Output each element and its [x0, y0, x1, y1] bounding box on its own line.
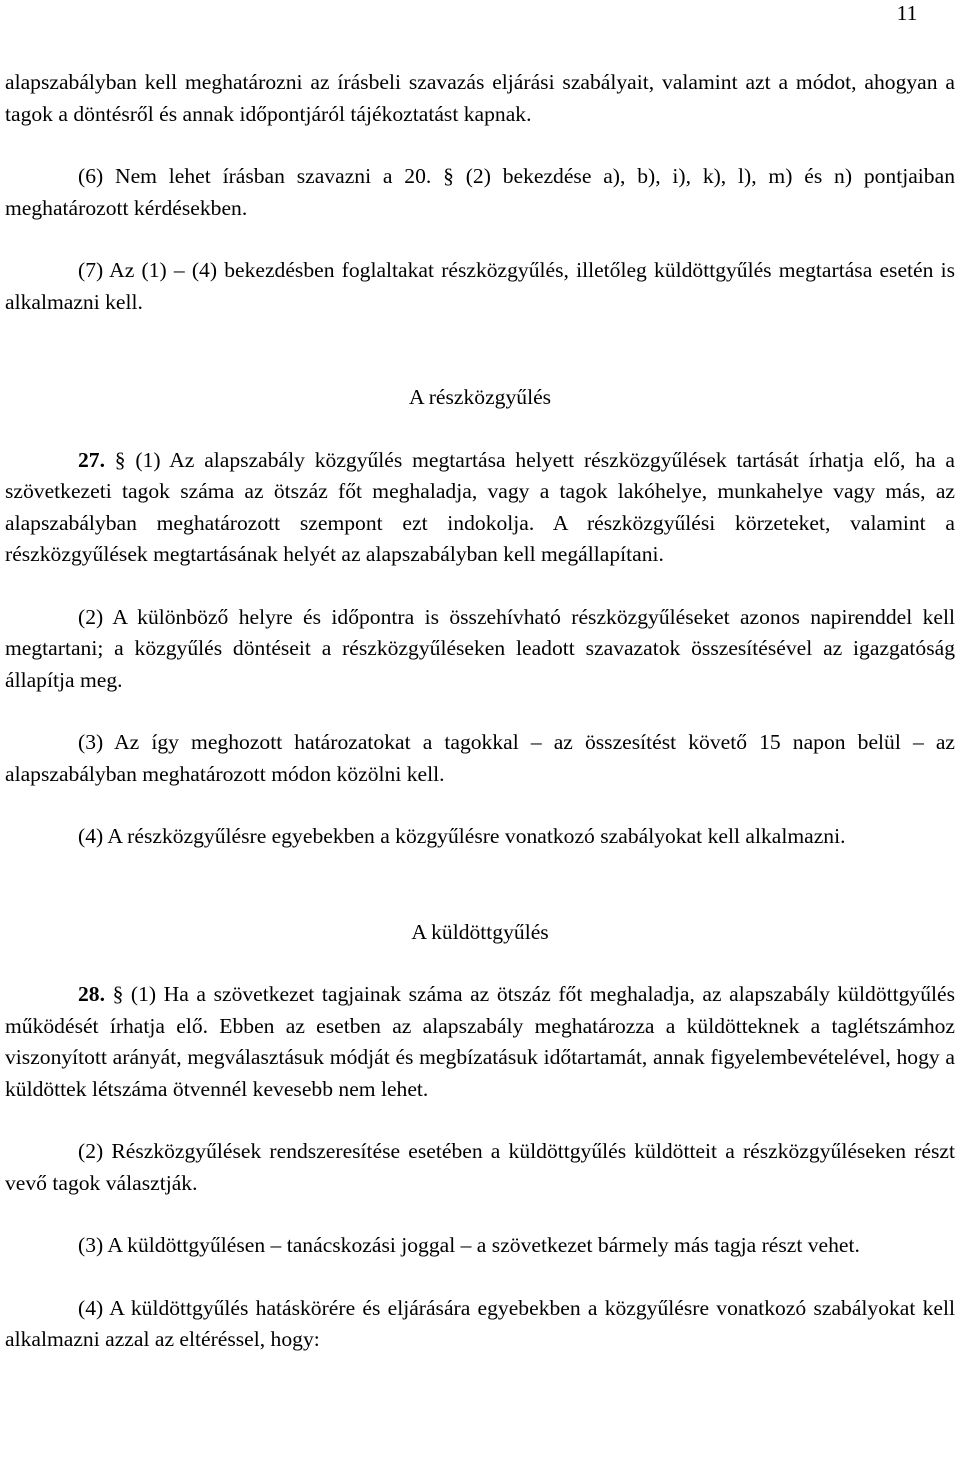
section-27-paragraph-1 [5, 445, 955, 571]
section-27-paragraph-2: (2) A különböző helyre és időpontra is összehívható részközgyűléseket azonos napirenddel kell megtartani; a közgyűlés döntéseit a részközgyűléseken leadott szavazatok összesítésével az igazgatóság állapítja meg. [5, 604, 955, 692]
page-number: 11 [896, 1, 918, 25]
paragraph-6: (6) Nem lehet írásban szavazni a 20. § (2) bekezdése a), b), i), k), l), m) és n) pontjaiban meghatározott kérdésekben. [5, 164, 955, 220]
paragraph-continuation: alapszabályban kell meghatározni az írásbeli szavazás eljárási szabályait, valamint azt a módot, ahogyan a tagok a döntésről és annak időpontjáról tájékoztatást kapnak. [5, 70, 955, 126]
document-body [5, 67, 955, 1356]
section-number-27: 27. [78, 447, 105, 472]
section-28-paragraph-1 [5, 979, 955, 1105]
section-27-paragraph-3: (3) Az így meghozott határozatokat a tagokkal – az összesítést követő 15 napon belül – az alapszabályban meghatározott módon közölni kell. [5, 730, 955, 786]
section-28-paragraph-3: (3) A küldöttgyűlésen – tanácskozási joggal – a szövetkezet bármely más tagja részt vehet. [78, 1233, 860, 1257]
section-28-paragraph-2: (2) Részközgyűlések rendszeresítése esetében a küldöttgyűlés küldötteit a részközgyűléseken részt vevő tagok választják. [5, 1139, 955, 1195]
section-number-28: 28. [78, 982, 105, 1006]
section-28-text: § (1) Ha a szövetkezet tagjainak száma az ötszáz főt meghaladja, az alapszabály küldöttgyűlés működését írhatja elő. Ebben az esetben az alapszabály meghatározza a küldötteknek a taglétszámhoz viszonyított arányát, megválasztásuk módját és megbízatásuk időtartamát, annak figyelembevételével, hogy a küldöttek létszáma ötvennél kevesebb nem lehet. [5, 982, 955, 1101]
section-27-text: § (1) Az alapszabály közgyűlés megtartása helyett részközgyűlések tartását írhatja elő, ha a szövetkezeti tagok száma az ötszáz főt meghaladja, vagy a tagok lakóhelye, munkahelye vagy más, az alapszabályban meghatározott szempont ezt indokolja. A részközgyűlési körzeteket, valamint a részközgyűlések megtartásának helyét az alapszabályban kell megállapítani. [5, 447, 955, 566]
section-heading-kuldottgyules: A küldöttgyűlés [411, 919, 549, 944]
section-heading-reszkozgyules: A részközgyűlés [408, 385, 552, 409]
section-28-paragraph-4: (4) A küldöttgyűlés hatáskörére és eljárására egyebekben a közgyűlésre vonatkozó szabályokat kell alkalmazni azzal az eltéréssel, hogy: [5, 1295, 955, 1351]
paragraph-7: (7) Az (1) – (4) bekezdésben foglaltakat részközgyűlés, illetőleg küldöttgyűlés megtartása esetén is alkalmazni kell. [5, 258, 955, 314]
section-27-paragraph-4: (4) A részközgyűlésre egyebekben a közgyűlésre vonatkozó szabályokat kell alkalmazni. [78, 824, 846, 848]
